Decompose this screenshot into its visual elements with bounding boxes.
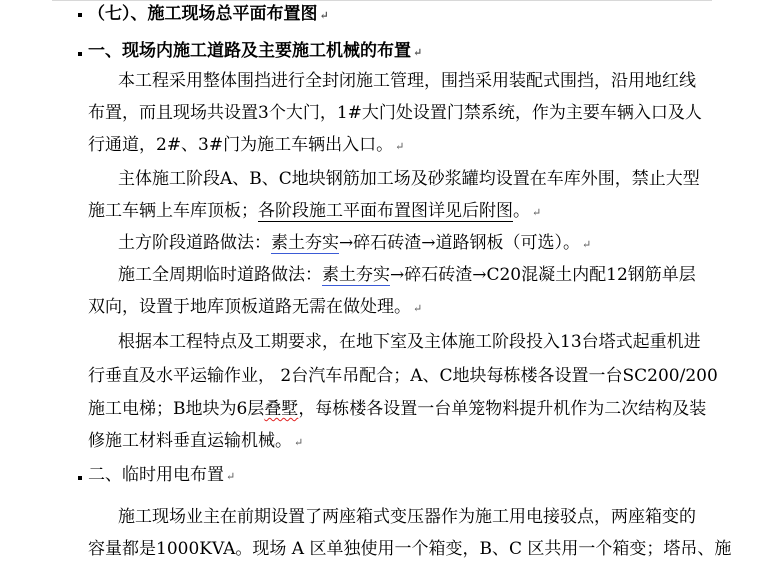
- para6-line1: 施工现场业主在前期设置了两座箱式变压器作为施工用电接驳点，两座箱变的: [118, 507, 696, 527]
- para1-line2: 布置，而且现场共设置3个大门，1#大门处设置门禁系统，作为主要车辆入口及人: [88, 103, 702, 123]
- para5-line3: [88, 398, 706, 420]
- para3-line: [118, 232, 591, 256]
- paragraph-mark: ↵: [395, 140, 405, 153]
- para2-line1: 主体施工阶段A、B、C地块钢筋加工场及砂浆罐均设置在车库外围，禁止大型: [118, 169, 700, 189]
- para5-line2: 行垂直及水平运输作业， 2台汽车吊配合；A、C地块每栋楼各设置一台SC200/200: [88, 366, 718, 386]
- paragraph-mark: ↵: [294, 436, 304, 449]
- para4-underlined-term: 素土夯实: [322, 265, 390, 285]
- para4-line1: [118, 264, 696, 286]
- para3-underlined-term: 素土夯实: [271, 233, 339, 253]
- para1-line3-text: 行通道，2#、3#门为施工车辆出入口。: [88, 135, 394, 155]
- para5-line3-start: 施工电梯；B地块为6层: [88, 399, 265, 419]
- para4-prefix: 施工全周期临时道路做法：: [118, 265, 322, 285]
- heading-seven: [88, 3, 329, 27]
- para2-line2-end: 。: [513, 201, 530, 221]
- para2-line2-start: 施工车辆上车库顶板；: [88, 201, 258, 221]
- para4-line2-text: 双向，设置于地库顶板道路无需在做处理。: [88, 297, 411, 317]
- para5-line3-end: ，每栋楼各设置一台单笼物料提升机作为二次结构及装: [298, 399, 707, 419]
- para4-suffix: →碎石砖渣→C20混凝土内配12钢筋单层: [390, 265, 696, 285]
- section2-title-text: 二、临时用电布置: [88, 465, 224, 485]
- para1-line1: 本工程采用整体围挡进行全封闭施工管理，围挡采用装配式围挡，沿用地红线: [118, 71, 696, 91]
- paragraph-mark: ↵: [582, 238, 592, 251]
- section1-title: [88, 40, 422, 64]
- bullet-marker: [78, 52, 82, 56]
- paragraph-mark: ↵: [532, 206, 542, 219]
- figure-reference-link[interactable]: 各阶段施工平面布置图详见后附图: [258, 201, 513, 221]
- paragraph-mark: ↵: [413, 302, 423, 315]
- para5-line4-text: 修施工材料垂直运输机械。: [88, 431, 292, 451]
- section2-title: [88, 464, 235, 488]
- para3-suffix: →碎石砖渣→道路钢板（可选）。: [339, 233, 580, 253]
- para6-line2: 容量都是1000KVA。现场 A 区单独使用一个箱变，B、C 区共用一个箱变；塔吊、施: [88, 539, 732, 559]
- para1-line3: [88, 134, 404, 158]
- para2-line2: [88, 200, 541, 224]
- paragraph-mark: ↵: [413, 46, 423, 59]
- heading-text: （七）、施工现场总平面布置图: [88, 4, 318, 24]
- paragraph-mark: ↵: [319, 9, 329, 22]
- bullet-marker: [78, 13, 82, 17]
- para3-prefix: 土方阶段道路做法：: [118, 233, 271, 253]
- paragraph-mark: ↵: [226, 470, 236, 483]
- para4-line2: [88, 296, 422, 320]
- spellcheck-flagged-word: 叠墅: [264, 399, 299, 419]
- section1-title-text: 一、现场内施工道路及主要施工机械的布置: [88, 41, 411, 61]
- para5-line1: 根据本工程特点及工期要求，在地下室及主体施工阶段投入13台塔式起重机进: [118, 332, 701, 352]
- page-top-rule: [52, 0, 712, 1]
- para5-line4: [88, 430, 303, 454]
- bullet-marker: [78, 476, 82, 480]
